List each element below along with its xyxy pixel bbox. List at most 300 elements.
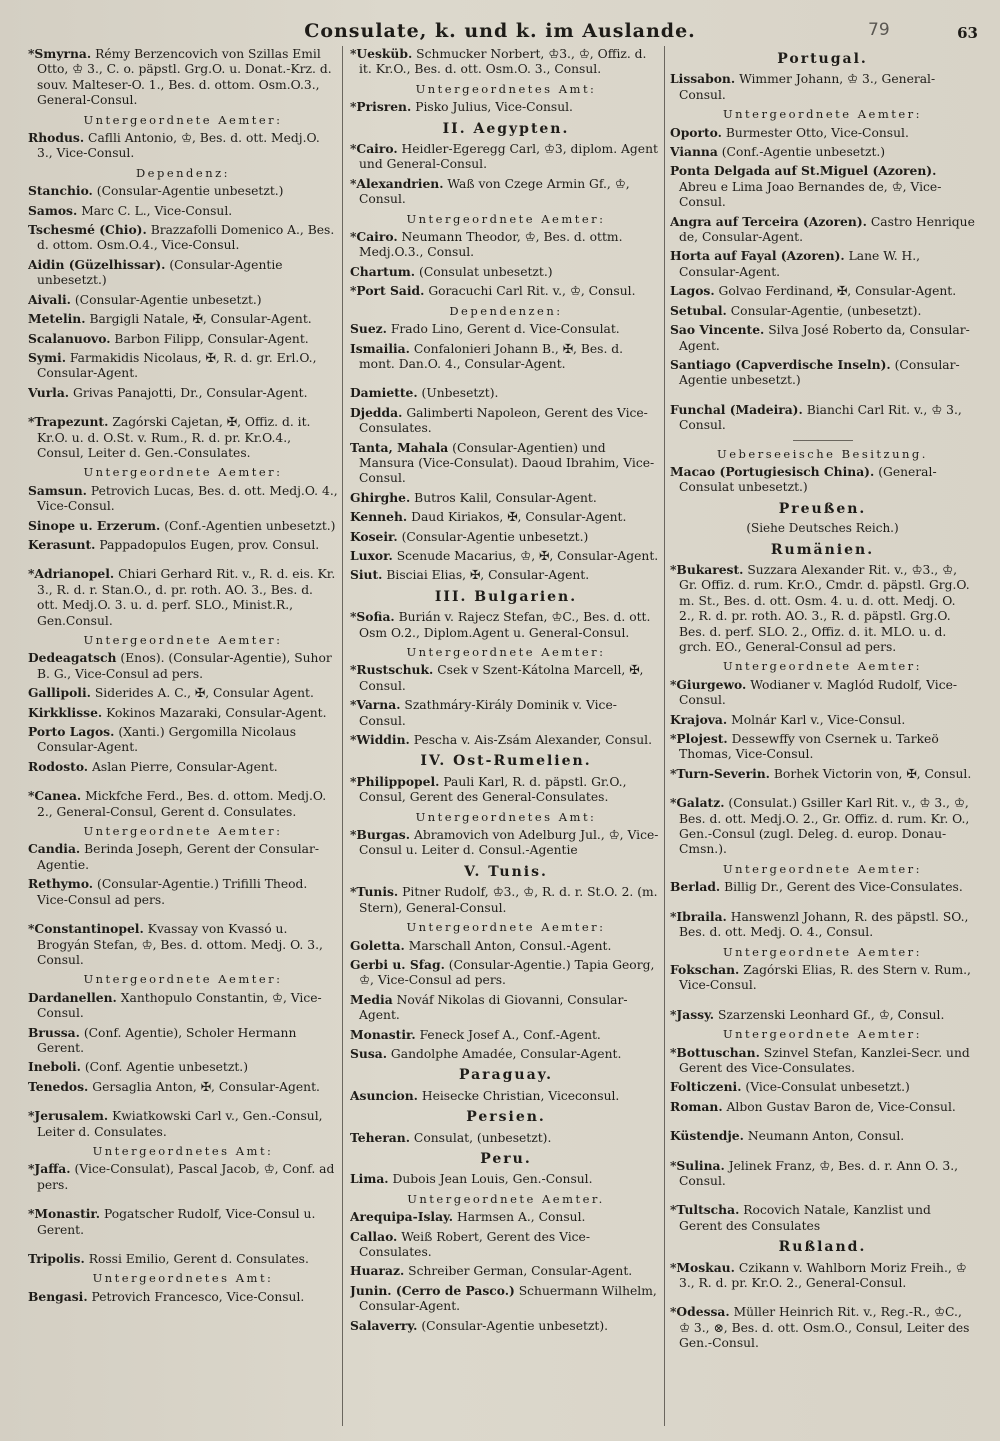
subheading: Untergeordnete Aemter: bbox=[83, 824, 283, 839]
entry-text: (Consular-Agentie unbesetzt). bbox=[421, 1318, 609, 1333]
directory-entry bbox=[350, 697, 662, 729]
place-name: Funchal (Madeira). bbox=[670, 401, 803, 417]
directory-entry bbox=[28, 921, 338, 968]
place-name: Lagos. bbox=[670, 283, 715, 299]
spacer bbox=[670, 1118, 975, 1128]
entry-text: Bargigli Natale, ✠, Consular-Agent. bbox=[89, 312, 312, 327]
entry-text: Castro Henrique de, Consular-Agent. bbox=[679, 214, 975, 245]
place-name: Rhodus. bbox=[28, 130, 85, 146]
directory-entry bbox=[350, 1027, 662, 1043]
entry-text: Bisciai Elias, ✠, Consular-Agent. bbox=[386, 568, 590, 583]
directory-entry bbox=[350, 1046, 662, 1062]
entry-text: Neumann Theodor, ♔, Bes. d. ottm. Medj.O.3., Consul. bbox=[359, 230, 623, 260]
entry-text: Butros Kalil, Consular-Agent. bbox=[414, 490, 597, 505]
place-name: Kenneh. bbox=[350, 509, 408, 525]
entry-text: (Consular-Agentie unbesetzt.) bbox=[401, 529, 589, 544]
place-name: *Tultscha. bbox=[670, 1202, 740, 1218]
entry-text: (Consular-Agentie unbesetzt.) bbox=[37, 257, 283, 288]
entry-text: (Conf.-Agentien unbesetzt.) bbox=[164, 518, 336, 533]
entry-text: Jelinek Franz, ♔, Bes. d. r. Ann O. 3., Consul. bbox=[679, 1158, 959, 1188]
entry-text: Kwiatkowski Carl v., Gen.-Consul, Leiter d. Consulates. bbox=[37, 1109, 323, 1139]
place-name: *Varna. bbox=[350, 697, 401, 713]
subheading: Untergeordnete Aemter. bbox=[407, 1191, 605, 1206]
entry-text: (Xanti.) Gergomilla Nicolaus Consular-Agent. bbox=[37, 725, 297, 755]
directory-entry bbox=[28, 1289, 338, 1305]
place-name: Chartum. bbox=[350, 263, 416, 279]
directory-entry bbox=[350, 509, 662, 525]
entry-text: (Consulat unbesetzt.) bbox=[419, 264, 553, 279]
directory-entry bbox=[670, 214, 975, 246]
entry-text: Zagórski Elias, R. des Stern v. Rum., Vice-Consul. bbox=[679, 962, 971, 993]
section-heading: Rußland. bbox=[778, 1239, 867, 1256]
place-name: *Cairo. bbox=[350, 141, 398, 157]
directory-entry bbox=[28, 876, 338, 908]
entry-text: Wodianer v. Maglód Rudolf, Vice-Consul. bbox=[679, 677, 958, 708]
place-name: Scalanuovo. bbox=[28, 330, 111, 346]
entry-text: Czikann v. Wahlborn Moriz Freih., ♔ 3., R. d. pr. Kr.O. 2., General-Consul. bbox=[679, 1260, 967, 1290]
directory-entry bbox=[670, 125, 975, 141]
place-name: Tenedos. bbox=[28, 1078, 89, 1094]
place-name: Dardanellen. bbox=[28, 989, 117, 1005]
spacer bbox=[670, 997, 975, 1007]
place-name: *Turn-Severin. bbox=[670, 765, 770, 781]
spacer bbox=[670, 1294, 975, 1304]
subheading: Untergeordnetes Amt: bbox=[92, 1143, 274, 1158]
directory-entry bbox=[28, 650, 338, 682]
directory-entry bbox=[28, 292, 338, 308]
entry-text: Pisko Julius, Vice-Consul. bbox=[415, 100, 573, 115]
entry-text: Bianchi Carl Rit. v., ♔ 3., Consul. bbox=[679, 402, 962, 433]
directory-entry bbox=[350, 1171, 662, 1187]
place-name: Kerasunt. bbox=[28, 536, 96, 552]
place-name: *Burgas. bbox=[350, 827, 411, 843]
entry-text: Farmakidis Nicolaus, ✠, R. d. gr. Erl.O., Consular-Agent. bbox=[37, 350, 317, 381]
directory-entry bbox=[670, 163, 975, 210]
subheading: Untergeordnete Aemter: bbox=[83, 465, 283, 480]
place-name: Asuncion. bbox=[350, 1087, 418, 1103]
place-name: Santiago (Capverdische Inseln). bbox=[670, 356, 891, 372]
place-name: *Monastir. bbox=[28, 1206, 101, 1222]
directory-entry bbox=[28, 1251, 338, 1267]
place-name: Djedda. bbox=[350, 404, 403, 420]
directory-entry bbox=[670, 144, 975, 160]
subheading: Untergeordnete Aemter: bbox=[722, 107, 923, 122]
directory-entry bbox=[28, 130, 338, 162]
section-heading: II. Aegypten. bbox=[442, 120, 570, 137]
entry-text: Consular-Agentie, (unbesetzt). bbox=[730, 303, 922, 318]
entry-text: Silva José Roberto da, Consular-Agent. bbox=[679, 323, 970, 353]
place-name: Küstendje. bbox=[670, 1128, 744, 1144]
entry-text: Feneck Josef A., Conf.-Agent. bbox=[419, 1027, 601, 1042]
subheading: Dependenz: bbox=[135, 165, 231, 180]
place-name: Angra auf Terceira (Azoren). bbox=[670, 213, 867, 229]
place-name: *Smyrna. bbox=[28, 46, 92, 61]
place-name: *Cairo. bbox=[350, 229, 398, 245]
directory-entry bbox=[670, 464, 975, 496]
entry-text: (Consular-Agentie unbesetzt.) bbox=[679, 357, 960, 388]
entry-text: Rossi Emilio, Gerent d. Consulates. bbox=[88, 1252, 309, 1266]
spacer bbox=[670, 392, 975, 402]
entry-text: Szarzenski Leonhard Gf., ♔, Consul. bbox=[718, 1007, 945, 1022]
directory-entry bbox=[350, 957, 662, 989]
subheading: Untergeordnete Aemter: bbox=[406, 920, 606, 935]
directory-entry bbox=[28, 724, 338, 756]
place-name: Ponta Delgada auf St.Miguel (Azoren). bbox=[670, 163, 937, 179]
column-1 bbox=[28, 46, 338, 1436]
section-heading: Persien. bbox=[466, 1109, 546, 1126]
column-rule bbox=[342, 46, 343, 1426]
entry-text: Harmsen A., Consul. bbox=[456, 1210, 586, 1225]
column-3 bbox=[670, 46, 975, 1436]
place-name: *Odessa. bbox=[670, 1304, 730, 1320]
directory-entry bbox=[350, 46, 662, 78]
directory-entry bbox=[670, 677, 975, 709]
entry-text: (Conf. Agentie), Scholer Hermann Gerent. bbox=[37, 1025, 297, 1055]
directory-entry bbox=[670, 1202, 975, 1234]
directory-entry bbox=[28, 537, 338, 553]
place-name: *Bukarest. bbox=[670, 561, 744, 577]
directory-entry bbox=[350, 609, 662, 641]
directory-entry bbox=[350, 229, 662, 261]
entry-text: Billig Dr., Gerent des Vice-Consulates. bbox=[724, 880, 963, 895]
spacer bbox=[670, 899, 975, 909]
place-name: Suez. bbox=[350, 321, 387, 337]
entry-text: (Conf.-Agentie unbesetzt.) bbox=[721, 145, 886, 160]
place-name: Salaverry. bbox=[350, 1317, 418, 1333]
directory-entry bbox=[28, 1206, 338, 1238]
place-name: *Giurgewo. bbox=[670, 676, 747, 692]
entry-text: Kvassay von Kvassó u. Brogyán Stefan, ♔, Bes. d. ottom. Medj. O. 3., Consul. bbox=[37, 922, 323, 967]
place-name: Damiette. bbox=[350, 385, 418, 401]
directory-entry bbox=[350, 938, 662, 954]
place-name: Vianna bbox=[670, 144, 718, 160]
entry-text: Burmester Otto, Vice-Consul. bbox=[725, 125, 909, 140]
place-name: *Widdin. bbox=[350, 732, 410, 748]
entry-text: (General-Consulat unbesetzt.) bbox=[679, 464, 937, 495]
entry-text: Pescha v. Ais-Zsám Alexander, Consul. bbox=[413, 733, 652, 748]
entry-text: Mickfche Ferd., Bes. d. ottom. Medj.O. 2., General-Consul, Gerent d. Consulates. bbox=[37, 789, 327, 819]
entry-text: Pogatscher Rudolf, Vice-Consul u. Gerent. bbox=[37, 1207, 316, 1237]
place-name: *Canea. bbox=[28, 788, 82, 804]
entry-text: Burián v. Rajecz Stefan, ♔C., Bes. d. ott. Osm O.2., Diplom.Agent u. General-Consul. bbox=[359, 610, 651, 640]
place-name: Fokschan. bbox=[670, 961, 740, 977]
entry-text: Xanthopulo Constantin, ♔, Vice-Consul. bbox=[37, 990, 322, 1021]
place-name: *Moskau. bbox=[670, 1259, 735, 1275]
place-name: *Philippopel. bbox=[350, 773, 440, 789]
place-name: Porto Lagos. bbox=[28, 724, 115, 740]
directory-entry bbox=[350, 662, 662, 694]
place-name: Media bbox=[350, 991, 393, 1007]
entry-text: Weiß Robert, Gerent des Vice-Consulates. bbox=[359, 1229, 590, 1259]
entry-text: Petrovich Lucas, Bes. d. ott. Medj.O. 4., Vice-Consul. bbox=[37, 483, 338, 514]
section-heading: III. Bulgarien. bbox=[434, 588, 578, 605]
place-name: Samsun. bbox=[28, 482, 87, 498]
section-heading: Portugal. bbox=[777, 51, 868, 67]
place-name: Arequipa-Islay. bbox=[350, 1209, 454, 1225]
place-name: Ineboli. bbox=[28, 1059, 81, 1075]
directory-entry bbox=[28, 385, 338, 401]
place-name: Gallipoli. bbox=[28, 685, 91, 701]
directory-entry bbox=[350, 490, 662, 506]
entry-text: Molnár Karl v., Vice-Consul. bbox=[731, 712, 906, 727]
directory-entry bbox=[28, 990, 338, 1022]
directory-entry bbox=[350, 341, 662, 373]
place-name: Ismailia. bbox=[350, 340, 410, 356]
directory-entry bbox=[28, 759, 338, 775]
directory-entry bbox=[28, 1059, 338, 1075]
entry-text: Consulat, (unbesetzt). bbox=[413, 1130, 552, 1145]
entry-text: (Consular-Agentie unbesetzt.) bbox=[96, 184, 284, 199]
entry-text: Albon Gustav Baron de, Vice-Consul. bbox=[726, 1099, 956, 1114]
entry-text: Dubois Jean Louis, Gen.-Consul. bbox=[392, 1172, 593, 1187]
entry-text: Petrovich Francesco, Vice-Consul. bbox=[91, 1289, 305, 1304]
column-2 bbox=[350, 46, 662, 1436]
entry-text: Heidler-Egeregg Carl, ♔3, diplom. Agent und General-Consul. bbox=[359, 142, 658, 172]
section-heading: V. Tunis. bbox=[464, 863, 548, 880]
directory-entry bbox=[350, 1229, 662, 1261]
directory-entry bbox=[28, 566, 338, 629]
entry-text: Schreiber German, Consular-Agent. bbox=[408, 1264, 633, 1279]
place-name: Luxor. bbox=[350, 547, 393, 563]
entry-text: (Consular-Agentie.) Trifilli Theod. Vice-Consul ad pers. bbox=[37, 877, 308, 907]
directory-entry bbox=[28, 483, 338, 515]
directory-entry bbox=[670, 303, 975, 319]
directory-entry bbox=[670, 357, 975, 389]
directory-entry bbox=[28, 46, 338, 109]
place-name: Susa. bbox=[350, 1045, 387, 1061]
entry-text: Pauli Karl, R. d. päpstl. Gr.O., Consul, Gerent des General-Consulates. bbox=[359, 774, 627, 805]
page-title: Consulate, k. und k. im Auslande. bbox=[304, 20, 696, 42]
entry-text: Pitner Rudolf, ♔3., ♔, R. d. r. St.O. 2. (m. Stern), General-Consul. bbox=[359, 885, 658, 915]
spacer bbox=[350, 375, 662, 385]
entry-text: Szinvel Stefan, Kanzlei-Secr. und Gerent des Vice-Consulates. bbox=[679, 1045, 970, 1075]
place-name: Siut. bbox=[350, 567, 383, 583]
entry-text: Rémy Berzencovich von Szillas Emil Otto, ♔ 3., C. o. päpstl. Grg.O. u. Donat.-Krz. d. souv. Malteser-O. 1., Bes. d. ottom. Osm.O.3., General-Consul. bbox=[37, 47, 332, 108]
place-name: *Uesküb. bbox=[350, 46, 413, 61]
place-name: *Prisren. bbox=[350, 99, 412, 115]
subheading: Untergeordnete Aemter: bbox=[83, 972, 283, 987]
directory-entry bbox=[670, 1099, 975, 1115]
directory-entry bbox=[350, 176, 662, 208]
entry-text: Heisecke Christian, Viceconsul. bbox=[421, 1088, 620, 1103]
directory-entry bbox=[670, 795, 975, 858]
place-name: Callao. bbox=[350, 1228, 398, 1244]
column-rule bbox=[664, 46, 665, 1426]
directory-entry bbox=[670, 1045, 975, 1077]
subheading: Untergeordnete Aemter: bbox=[83, 112, 283, 127]
handwritten-note: 79 bbox=[868, 20, 890, 40]
entry-text: Lane W. H., Consular-Agent. bbox=[679, 249, 921, 279]
entry-text: Marschall Anton, Consul.-Agent. bbox=[408, 938, 612, 953]
place-name: Kirkklisse. bbox=[28, 704, 103, 720]
directory-entry bbox=[670, 712, 975, 728]
place-name: *Alexandrien. bbox=[350, 175, 444, 191]
place-name: Roman. bbox=[670, 1098, 723, 1114]
directory-entry bbox=[28, 331, 338, 347]
directory-entry bbox=[350, 264, 662, 280]
spacer bbox=[28, 556, 338, 566]
entry-text: (Consular-Agentien) und Mansura (Vice-Consulat). Daoud Ibrahim, Vice-Consul. bbox=[359, 440, 655, 486]
directory-entry bbox=[670, 322, 975, 354]
spacer bbox=[670, 1192, 975, 1202]
place-name: Teheran. bbox=[350, 1129, 410, 1145]
entry-text: Confalonieri Johann B., ✠, Bes. d. mont. Dan.O. 4., Consular-Agent. bbox=[359, 341, 624, 371]
entry-text: Goracuchi Carl Rit. v., ♔, Consul. bbox=[428, 284, 636, 299]
place-name: Koseir. bbox=[350, 528, 398, 544]
place-name: Brussa. bbox=[28, 1024, 80, 1040]
place-name: Aivali. bbox=[28, 291, 71, 307]
directory-entry bbox=[350, 1088, 662, 1104]
directory-entry bbox=[350, 884, 662, 916]
directory-entry bbox=[350, 1130, 662, 1146]
place-name: Horta auf Fayal (Azoren). bbox=[670, 248, 845, 264]
directory-entry bbox=[350, 548, 662, 564]
place-name: Goletta. bbox=[350, 937, 405, 953]
directory-entry bbox=[350, 321, 662, 337]
entry-text: Abramovich von Adelburg Jul., ♔, Vice-Consul u. Leiter d. Consul.-Agentie bbox=[359, 828, 659, 858]
place-name: Oporto. bbox=[670, 124, 722, 140]
entry-text: Schuermann Wilhelm, Consular-Agent. bbox=[359, 1283, 657, 1314]
section-heading: Preußen. bbox=[778, 500, 867, 517]
place-name: *Jerusalem. bbox=[28, 1108, 109, 1124]
entry-text: Brazzafolli Domenico A., Bes. d. ottom. Osm.O.4., Vice-Consul. bbox=[37, 223, 335, 253]
entry-text: (Vice-Consulat), Pascal Jacob, ♔, Conf. ad pers. bbox=[37, 1162, 335, 1192]
entry-text: (Consular-Agentie.) Tapia Georg, ♔, Vice-Consul ad pers. bbox=[359, 957, 655, 988]
place-name: Tschesmé (Chio). bbox=[28, 222, 147, 238]
directory-entry bbox=[350, 827, 662, 859]
entry-text: Gandolphe Amadée, Consular-Agent. bbox=[390, 1046, 622, 1061]
entry-text: (Unbesetzt). bbox=[421, 386, 499, 401]
place-name: *Jassy. bbox=[670, 1006, 715, 1022]
entry-text: Chiari Gerhard Rit. v., R. d. eis. Kr. 3., R. d. r. Stan.O., d. pr. roth. AO. 3., Bes. d. ott. Medj.O. 3. u. d. perf. SLO., Minist.R., Gen.Consul. bbox=[37, 567, 336, 628]
place-name: Krajova. bbox=[670, 711, 728, 727]
entry-text: (Vice-Consulat unbesetzt.) bbox=[745, 1080, 910, 1095]
subheading: Untergeordnetes Amt: bbox=[92, 1271, 274, 1286]
spacer bbox=[28, 778, 338, 788]
entry-text: Csek v Szent-Kátolna Marcell, ✠, Consul. bbox=[359, 663, 644, 693]
entry-text: Aslan Pierre, Consular-Agent. bbox=[92, 759, 278, 774]
entry-text: Schmucker Norbert, ♔3., ♔, Offiz. d. it. Kr.O., Bes. d. ott. Osm.O. 3., Consul. bbox=[359, 47, 647, 77]
place-name: Lissabon. bbox=[670, 71, 736, 87]
subheading: Untergeordnete Aemter: bbox=[83, 633, 283, 647]
directory-entry bbox=[670, 1007, 975, 1023]
entry-text: Barbon Filipp, Consular-Agent. bbox=[114, 331, 309, 346]
place-name: Rethymo. bbox=[28, 876, 94, 892]
directory-entry bbox=[350, 1209, 662, 1225]
directory-entry bbox=[350, 1318, 662, 1334]
spacer bbox=[670, 785, 975, 795]
directory-entry bbox=[350, 1283, 662, 1315]
entry-text: Neumann Anton, Consul. bbox=[747, 1129, 905, 1144]
directory-entry bbox=[28, 183, 338, 199]
directory-entry bbox=[670, 1128, 975, 1144]
directory-entry bbox=[670, 248, 975, 280]
entry-text: Scenude Macarius, ♔, ✠, Consular-Agent. bbox=[396, 548, 659, 563]
section-heading: IV. Ost-Rumelien. bbox=[420, 753, 592, 770]
place-name: *Tunis. bbox=[350, 884, 399, 900]
entry-text: Pappadopulos Eugen, prov. Consul. bbox=[99, 537, 320, 552]
entry-text: Berinda Joseph, Gerent der Consular-Agentie. bbox=[37, 842, 320, 872]
spacer bbox=[28, 1241, 338, 1251]
subheading: Untergeordnete Aemter: bbox=[722, 1027, 923, 1042]
entry-text: (Enos). (Consular-Agentie), Suhor B. G., Vice-Consul ad pers. bbox=[37, 651, 332, 681]
divider bbox=[793, 440, 853, 441]
directory-entry bbox=[350, 405, 662, 437]
place-name: Sinope u. Erzerum. bbox=[28, 517, 161, 533]
directory-entry bbox=[670, 962, 975, 994]
place-name: Vurla. bbox=[28, 384, 70, 400]
place-name: *Rustschuk. bbox=[350, 662, 434, 678]
subheading: Dependenzen: bbox=[449, 303, 563, 318]
directory-entry bbox=[350, 529, 662, 545]
directory-entry bbox=[28, 222, 338, 254]
directory-entry bbox=[670, 766, 975, 782]
spacer bbox=[28, 404, 338, 414]
place-name: Huaraz. bbox=[350, 1263, 405, 1279]
entry-text: Hanswenzl Johann, R. des päpstl. SO., Bes. d. ott. Medj. O. 4., Consul. bbox=[679, 909, 969, 940]
directory-entry bbox=[670, 731, 975, 763]
directory-entry bbox=[28, 311, 338, 327]
directory-entry bbox=[350, 732, 662, 748]
place-name: *Ibraila. bbox=[670, 908, 727, 924]
directory-entry bbox=[670, 283, 975, 299]
entry-text: Golvao Ferdinand, ✠, Consular-Agent. bbox=[718, 284, 957, 299]
entry-text: Abreu e Lima Joao Bernandes de, ♔, Vice-Consul. bbox=[679, 179, 942, 210]
place-name: *Adrianopel. bbox=[28, 566, 115, 582]
subheading: Untergeordnetes Amt: bbox=[415, 81, 597, 96]
directory-entry bbox=[670, 1079, 975, 1095]
directory-entry bbox=[28, 841, 338, 873]
section-heading: Peru. bbox=[480, 1150, 532, 1167]
directory-entry bbox=[350, 440, 662, 487]
place-name: Candia. bbox=[28, 841, 81, 857]
place-name: Monastir. bbox=[350, 1026, 416, 1042]
directory-entry bbox=[350, 385, 662, 401]
place-name: Berlad. bbox=[670, 879, 721, 895]
subheading: Untergeordnete Aemter: bbox=[722, 944, 923, 959]
subheading: Untergeordnete Aemter: bbox=[722, 861, 923, 876]
place-name: *Plojest. bbox=[670, 731, 728, 747]
entry-text: Gersaglia Anton, ✠, Consular-Agent. bbox=[92, 1079, 320, 1094]
directory-entry bbox=[670, 1304, 975, 1351]
place-name: *Port Said. bbox=[350, 283, 425, 299]
directory-entry bbox=[28, 350, 338, 382]
directory-entry bbox=[350, 567, 662, 583]
directory-entry bbox=[28, 685, 338, 701]
subheading: Untergeordnete Aemter: bbox=[406, 211, 606, 226]
place-name: Macao (Portugiesisch China). bbox=[670, 463, 875, 479]
directory-entry bbox=[670, 71, 975, 103]
spacer bbox=[670, 1148, 975, 1158]
directory-entry bbox=[350, 99, 662, 115]
directory-entry bbox=[28, 788, 338, 820]
entry-text: Galimberti Napoleon, Gerent des Vice-Consulates. bbox=[359, 405, 648, 436]
entry-text: Zagórski Cajetan, ✠, Offiz. d. it. Kr.O. u. d. O.St. v. Rum., R. d. pr. Kr.O.4., Consul, Leiter d. Gen.-Consulates. bbox=[37, 415, 311, 460]
directory-entry bbox=[28, 257, 338, 289]
entry-text: Waß von Czege Armin Gf., ♔, Consul. bbox=[359, 176, 630, 207]
entry-text: Dessewffy von Csernek u. Tarkeö Thomas, Vice-Consul. bbox=[679, 732, 939, 762]
directory-entry bbox=[350, 1263, 662, 1279]
entry-text: Kokinos Mazaraki, Consular-Agent. bbox=[106, 705, 327, 720]
directory-entry bbox=[28, 203, 338, 219]
place-name: Stanchio. bbox=[28, 183, 93, 199]
place-name: Lima. bbox=[350, 1171, 389, 1187]
place-name: Gerbi u. Sfag. bbox=[350, 956, 445, 972]
subheading: Untergeordnetes Amt: bbox=[415, 809, 597, 824]
directory-entry bbox=[28, 518, 338, 534]
section-heading: Paraguay. bbox=[458, 1067, 554, 1084]
directory-entry bbox=[670, 402, 975, 434]
